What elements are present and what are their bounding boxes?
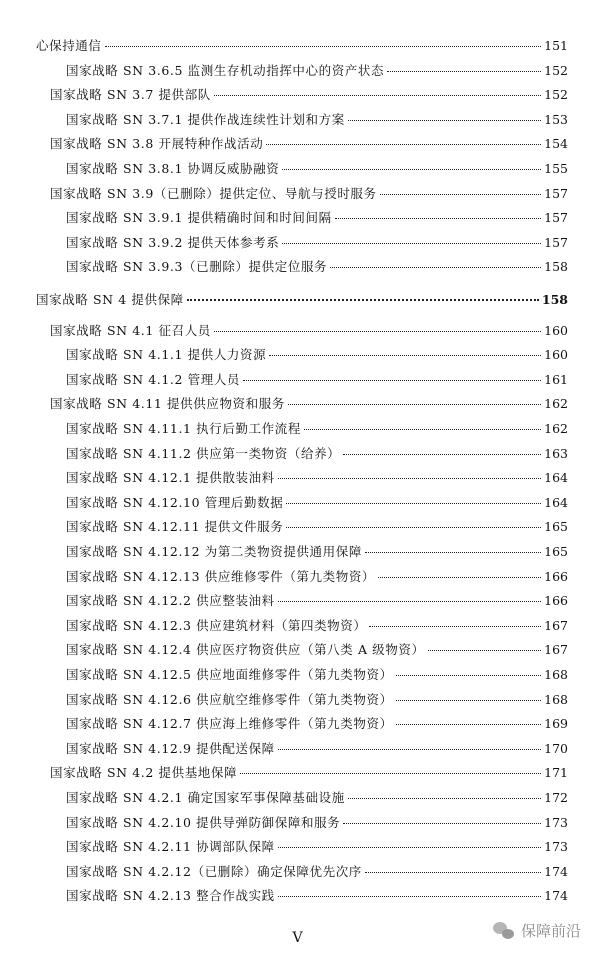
toc-entry-title: 国家战略 SN 4.12.12 为第二类物资提供通用保障 (66, 544, 362, 559)
toc-entry[interactable] (36, 36, 568, 56)
toc-entry[interactable] (50, 184, 568, 204)
dot-leader (396, 675, 541, 676)
toc-entry-page: 168 (544, 691, 568, 707)
toc-entry-title: 国家战略 SN 4.12.13 供应维修零件（第九类物资） (66, 568, 376, 584)
toc-entry-page: 152 (544, 62, 568, 78)
toc-entry[interactable] (66, 493, 568, 513)
toc-entry-page: 167 (544, 642, 568, 658)
toc-entry-page: 164 (544, 494, 568, 510)
dot-leader (278, 896, 541, 897)
toc-entry-title: 国家战略 SN 3.8 开展特种作战活动 (50, 136, 264, 152)
toc-entry-title: 国家战略 SN 4.11.1 执行后勤工作流程 (66, 421, 301, 436)
toc-entry-page: 154 (544, 136, 568, 152)
toc-entry-page: 162 (544, 421, 568, 436)
toc-entry-page: 164 (544, 470, 568, 486)
toc-entry-page: 166 (544, 568, 568, 584)
toc-entry-title: 国家战略 SN 3.9.2 提供天体参考系 (66, 234, 280, 250)
dot-leader (286, 527, 541, 528)
dot-leader (288, 404, 541, 405)
toc-entry-page: 163 (544, 445, 568, 461)
toc-entry-page: 173 (544, 814, 568, 830)
toc-entry[interactable] (66, 640, 568, 660)
toc-entry[interactable] (36, 290, 568, 310)
dot-leader (343, 823, 541, 824)
dot-leader (380, 194, 542, 195)
dot-leader (243, 380, 541, 381)
toc-entry-title: 国家战略 SN 4.2 提供基地保障 (50, 765, 238, 781)
toc-entry-title: 国家战略 SN 4.12.6 供应航空维修零件（第九类物资） (66, 691, 393, 707)
dot-leader (286, 503, 541, 504)
toc-entry[interactable] (66, 665, 568, 685)
toc-entry-title: 国家战略 SN 4.12.4 供应医疗物资供应（第八类 A 级物资） (66, 642, 425, 658)
dot-leader (214, 331, 541, 332)
toc-entry-title: 国家战略 SN 4.2.1 确定国家军事保障基础设施 (66, 790, 345, 805)
toc-entry-title: 国家战略 SN 4.1.2 管理人员 (66, 371, 241, 387)
dot-leader (365, 872, 541, 873)
toc-entry[interactable] (66, 714, 568, 734)
toc-entry[interactable] (66, 542, 568, 562)
dot-leader (278, 601, 541, 602)
toc-entry-title: 国家战略 SN 3.9（已删除）提供定位、导航与授时服务 (50, 185, 377, 201)
toc-entry-title: 国家战略 SN 4.2.12（已删除）确定保障优先次序 (66, 863, 362, 879)
dot-leader (278, 847, 541, 848)
toc-entry[interactable] (66, 257, 568, 277)
toc-entry[interactable] (66, 517, 568, 537)
toc-entry[interactable] (66, 468, 568, 488)
toc-entry-page: 162 (544, 396, 568, 412)
toc-entry[interactable] (66, 567, 568, 587)
toc-entry-page: 173 (544, 839, 568, 855)
page-number: V (292, 930, 303, 946)
toc-entry-title: 国家战略 SN 4.12.1 提供散装油料 (66, 470, 275, 486)
toc-entry-page: 165 (544, 519, 568, 535)
dot-leader (240, 773, 541, 774)
watermark-text: 保障前沿 (520, 922, 581, 940)
dot-leader (187, 299, 539, 301)
toc-entry-page: 157 (544, 234, 568, 250)
toc-entry[interactable] (66, 837, 568, 857)
toc-entry-page: 171 (544, 765, 568, 781)
toc-entry[interactable] (66, 886, 568, 906)
dot-leader (387, 71, 541, 72)
toc-entry-title: 国家战略 SN 4.1.1 提供人力资源 (66, 347, 267, 363)
toc-entry[interactable] (66, 444, 568, 464)
toc-entry-title: 国家战略 SN 4.12.5 供应地面维修零件（第九类物资） (66, 667, 393, 682)
toc-entry-page: 172 (544, 790, 568, 805)
toc-entry-page: 153 (544, 111, 568, 127)
toc-entry-page: 158 (541, 292, 568, 307)
dot-leader (304, 429, 541, 430)
toc-entry-title: 国家战略 SN 3.7 提供部队 (50, 87, 211, 103)
toc-entry-title: 国家战略 SN 3.9.3（已删除）提供定位服务 (66, 259, 328, 275)
toc-entry-page: 169 (544, 716, 568, 732)
toc-entry-page: 160 (544, 322, 568, 338)
toc-entry-page: 161 (544, 371, 568, 387)
dot-leader (214, 95, 541, 96)
toc-entry[interactable] (66, 739, 568, 759)
toc-entry[interactable] (66, 159, 568, 179)
dot-leader (343, 454, 541, 455)
dot-leader (348, 798, 541, 799)
toc-entry-title: 国家战略 SN 4.11 提供供应物资和服务 (50, 396, 285, 412)
toc-entry-title: 国家战略 SN 4.12.7 供应海上维修零件（第九类物资） (66, 716, 393, 732)
dot-leader (282, 243, 541, 244)
toc-entry-title: 国家战略 SN 4.2.13 整合作战实践 (66, 888, 275, 904)
toc-entry-page: 152 (544, 87, 568, 103)
toc-entry[interactable] (66, 61, 568, 81)
toc-entry-page: 160 (544, 347, 568, 363)
toc-entry-page: 174 (544, 863, 568, 879)
toc-entry-page: 151 (544, 38, 568, 53)
toc-entry-title: 国家战略 SN 3.8.1 协调反威胁融资 (66, 161, 280, 176)
toc-entry[interactable] (66, 419, 568, 439)
toc-entry[interactable] (66, 862, 568, 882)
toc-entry-title: 国家战略 SN 4.1 征召人员 (50, 322, 211, 338)
toc-entry-title: 国家战略 SN 4.12.3 供应建筑材料（第四类物资） (66, 617, 367, 633)
toc-entry-page: 174 (544, 888, 568, 904)
dot-leader (269, 355, 541, 356)
toc-entry-title: 国家战略 SN 3.9.1 提供精确时间和时间间隔 (66, 210, 332, 226)
watermark (493, 920, 581, 941)
dot-leader (330, 267, 541, 268)
toc-entry[interactable] (50, 134, 568, 154)
dot-leader (348, 120, 541, 121)
toc-entry-page: 158 (544, 259, 568, 275)
toc-entry-title: 国家战略 SN 3.7.1 提供作战连续性计划和方案 (66, 111, 345, 127)
toc-entry[interactable] (50, 394, 568, 414)
toc-entry-title: 国家战略 SN 4.12.10 管理后勤数据 (66, 494, 284, 510)
dot-leader (282, 169, 541, 170)
dot-leader (335, 218, 541, 219)
toc-entry[interactable] (66, 345, 568, 365)
toc-entry-page: 157 (544, 185, 568, 201)
toc-entry[interactable] (66, 616, 568, 636)
toc-entry-page: 166 (544, 593, 568, 609)
toc-entry[interactable] (66, 591, 568, 611)
toc-entry-page: 165 (544, 544, 568, 559)
toc-entry-title: 国家战略 SN 4.2.10 提供导弹防御保障和服务 (66, 814, 341, 830)
toc-entry[interactable] (66, 370, 568, 390)
toc-entry-page: 155 (544, 161, 568, 176)
toc-entry[interactable] (66, 813, 568, 833)
toc-entry[interactable] (50, 321, 568, 341)
dot-leader (396, 724, 541, 725)
dot-leader (266, 144, 541, 145)
toc-entry[interactable] (66, 690, 568, 710)
toc-entry[interactable] (50, 85, 568, 105)
dot-leader (378, 577, 541, 578)
dot-leader (278, 478, 541, 479)
dot-leader (105, 46, 542, 47)
toc-entry[interactable] (66, 788, 568, 808)
toc-entry-title: 国家战略 SN 4.11.2 供应第一类物资（给养） (66, 445, 341, 461)
toc-entry-title: 国家战略 SN 4 提供保障 (36, 292, 184, 307)
toc-entry-title: 心保持通信 (36, 38, 102, 53)
toc-entry-title: 国家战略 SN 3.6.5 监测生存机动指挥中心的资产状态 (66, 62, 385, 78)
dot-leader (396, 700, 541, 701)
toc-entry[interactable] (66, 233, 568, 253)
toc-entry-page: 167 (544, 617, 568, 633)
toc-entry-title: 国家战略 SN 4.12.11 提供文件服务 (66, 519, 284, 535)
dot-leader (365, 552, 541, 553)
toc-entry[interactable] (66, 110, 568, 130)
toc-entry-page: 168 (544, 667, 568, 682)
toc-entry[interactable] (66, 208, 568, 228)
wechat-icon (493, 922, 515, 940)
dot-leader (278, 749, 541, 750)
toc-entry-title: 国家战略 SN 4.2.11 协调部队保障 (66, 839, 275, 855)
toc-entry-page: 170 (544, 740, 568, 756)
toc-entry-title: 国家战略 SN 4.12.9 提供配送保障 (66, 740, 275, 756)
toc-entry[interactable] (50, 763, 568, 783)
dot-leader (428, 650, 542, 651)
toc-entry-title: 国家战略 SN 4.12.2 供应整装油料 (66, 593, 275, 609)
dot-leader (369, 626, 541, 627)
toc-entry-page: 157 (544, 210, 568, 226)
